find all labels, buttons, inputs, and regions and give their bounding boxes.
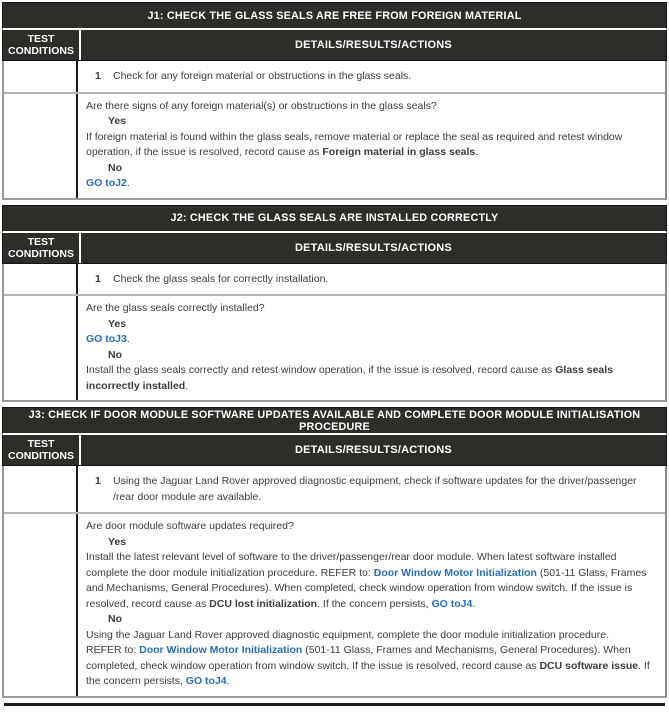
table-row — [4, 92, 665, 198]
emphasis-text: Yes — [108, 535, 127, 548]
col-header-test-conditions: TEST CONDITIONS — [3, 30, 81, 60]
numbered-step — [86, 272, 653, 288]
link-go-toj4[interactable]: GO toJ4 — [431, 597, 473, 610]
section-body — [2, 466, 667, 698]
body-text: Install the latest relevant level of software to the driver/passenger/rear door module. When latest software installed complete the door module initialization procedure. REFER to: — [86, 551, 617, 579]
detail-paragraph — [86, 99, 653, 115]
body-text: . — [472, 597, 476, 610]
link-go-toj3[interactable]: GO toJ3 — [86, 333, 127, 345]
body-text: Are door module software updates required? — [86, 520, 294, 532]
link-door-window-motor-initialization[interactable]: Door Window Motor Initialization — [139, 644, 303, 656]
col-header-details-results-actions: DETAILS/RESULTS/ACTIONS — [295, 241, 452, 254]
emphasis-text: DCU software issue — [539, 659, 639, 672]
pinpoint-test-section-j2 — [2, 205, 667, 403]
answer-option — [108, 114, 653, 130]
step-number: 1 — [95, 272, 101, 285]
test-conditions-cell — [4, 296, 78, 400]
emphasis-text: Yes — [108, 317, 127, 330]
step-number: 1 — [95, 475, 101, 487]
col-header-details-results-actions: DETAILS/RESULTS/ACTIONS — [295, 39, 452, 51]
numbered-step — [86, 69, 653, 85]
body-text: . — [226, 675, 230, 687]
body-text: Using the Jaguar Land Rover approved diagnostic equipment, check if software updates for the driver/passenger /rear door module are available. — [113, 475, 637, 503]
test-conditions-cell — [4, 94, 78, 198]
link-go-toj4[interactable]: GO toJ4 — [185, 675, 227, 687]
step-text — [113, 272, 653, 288]
emphasis-text: Glass seals incorrectly installed — [86, 364, 614, 392]
body-text: Check the glass seals for correctly installation. — [113, 272, 329, 285]
step-text — [113, 69, 653, 85]
test-conditions-cell — [4, 264, 78, 295]
detail-paragraph — [86, 363, 653, 394]
body-text: Are the glass seals correctly installed? — [86, 302, 265, 314]
body-text: . If the concern persists, — [86, 659, 650, 687]
section-title: J2: CHECK THE GLASS SEALS ARE INSTALLED CORRECTLY — [2, 205, 667, 233]
sections-container — [2, 2, 667, 698]
emphasis-text: Yes — [108, 115, 127, 127]
details-cell — [78, 61, 665, 92]
body-text: . — [475, 146, 479, 158]
body-text: . If the concern persists, — [317, 597, 432, 610]
table-row — [4, 512, 665, 696]
detail-paragraph — [86, 643, 653, 690]
column-header-row — [2, 233, 667, 264]
body-text: . — [185, 379, 189, 392]
table-bottom-border — [4, 703, 665, 706]
detail-paragraph — [86, 628, 653, 644]
pinpoint-test-section-j1 — [2, 2, 667, 200]
answer-option — [108, 535, 653, 551]
section-body — [2, 61, 667, 200]
detail-paragraph — [86, 176, 653, 192]
test-conditions-cell — [4, 514, 78, 696]
section-title: J3: CHECK IF DOOR MODULE SOFTWARE UPDATES AVAILABLE AND COMPLETE DOOR MODULE INITIALISATION PROCEDURE — [2, 407, 667, 435]
body-text: Install the glass seals correctly and retest window operation, if the issue is resolved, record cause as — [86, 364, 556, 376]
body-text: If foreign material is found within the glass seals, remove material or replace the seal as required and retest window operation, if the issue is resolved, record cause as — [86, 130, 623, 158]
table-row — [4, 264, 665, 295]
body-text: REFER to: — [86, 644, 140, 656]
detail-paragraph — [86, 519, 653, 535]
answer-option — [108, 612, 653, 628]
table-row — [4, 61, 665, 92]
answer-option — [108, 348, 653, 364]
details-cell — [78, 466, 665, 512]
col-header-details-results-actions: DETAILS/RESULTS/ACTIONS — [295, 444, 452, 456]
body-text: (501-11 Glass, Frames and Mechanisms, General Procedures). When completed, check window operation from window switch. If the issue is resolved, record cause as — [86, 566, 647, 610]
answer-option — [108, 161, 653, 177]
detail-paragraph — [86, 130, 653, 161]
column-header-row — [2, 30, 667, 61]
answer-option — [108, 317, 653, 333]
body-text: . — [126, 333, 130, 345]
step-text — [113, 474, 653, 505]
details-cell — [78, 296, 665, 400]
col-header-test-conditions: TEST CONDITIONS — [3, 435, 81, 465]
emphasis-text: No — [108, 613, 122, 625]
section-body — [2, 264, 667, 403]
test-conditions-cell — [4, 466, 78, 512]
details-cell — [78, 264, 665, 295]
pinpoint-test-section-j3 — [2, 407, 667, 698]
column-header-row — [2, 435, 667, 466]
section-title: J1: CHECK THE GLASS SEALS ARE FREE FROM FOREIGN MATERIAL — [2, 2, 667, 30]
details-cell — [78, 514, 665, 696]
body-text: (501-11 Glass, Frames and Mechanisms, General Procedures). When completed, check window operation from window switch. If the issue is resolved, record cause as — [86, 644, 631, 672]
body-text: Using the Jaguar Land Rover approved diagnostic equipment, complete the door module initialization procedure. — [86, 628, 609, 641]
table-row — [4, 294, 665, 400]
link-go-toj2[interactable]: GO toJ2 — [86, 177, 127, 189]
numbered-step — [86, 474, 653, 505]
body-text: . — [126, 177, 130, 189]
details-cell — [78, 94, 665, 198]
emphasis-text: Foreign material in glass seals — [322, 146, 476, 158]
emphasis-text: DCU lost initialization — [209, 597, 318, 610]
detail-paragraph — [86, 332, 653, 348]
step-number: 1 — [95, 70, 101, 82]
col-header-test-conditions: TEST CONDITIONS — [3, 233, 81, 263]
detail-paragraph — [86, 550, 653, 612]
body-text: Check for any foreign material or obstructions in the glass seals. — [113, 70, 412, 82]
table-row — [4, 466, 665, 512]
link-door-window-motor-initialization[interactable]: Door Window Motor Initialization — [373, 566, 537, 579]
test-conditions-cell — [4, 61, 78, 92]
body-text: Are there signs of any foreign material(s) or obstructions in the glass seals? — [86, 99, 437, 112]
detail-paragraph — [86, 301, 653, 317]
emphasis-text: No — [108, 161, 122, 174]
emphasis-text: No — [108, 348, 122, 361]
